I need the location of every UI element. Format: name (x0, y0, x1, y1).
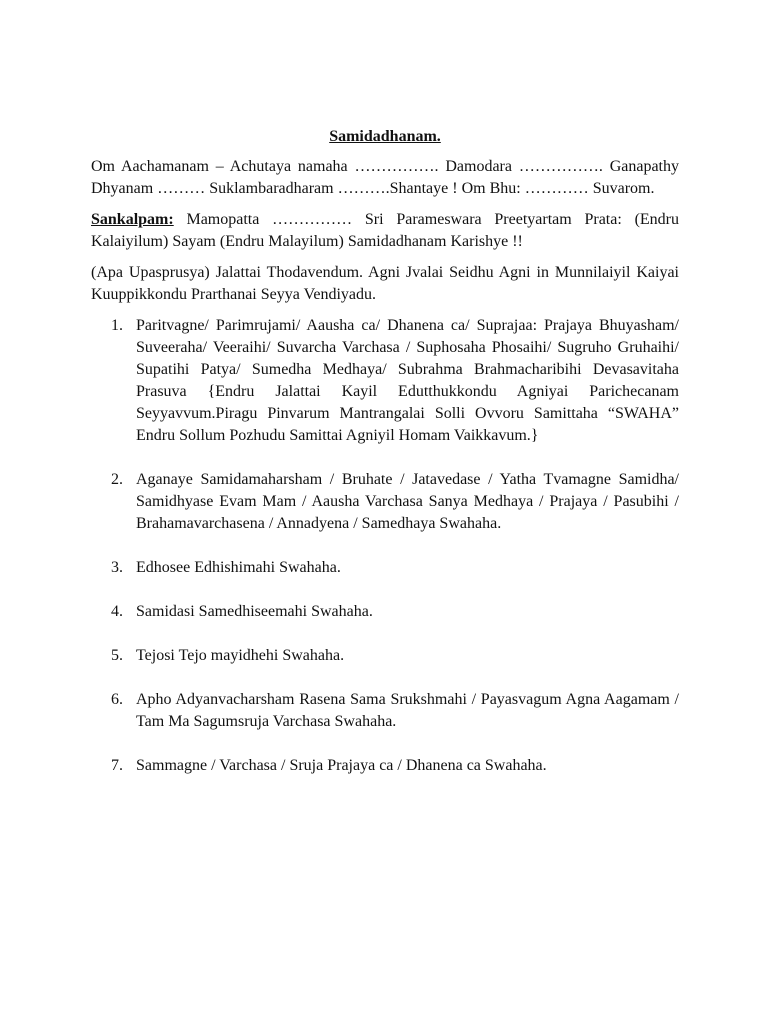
document-title: Samidadhanam. (329, 128, 441, 145)
document-page (91, 126, 679, 799)
list-item (91, 689, 679, 733)
sankalpam-paragraph (91, 209, 679, 253)
list-item-text: Edhosee Edhishimahi Swahaha. (136, 559, 341, 576)
list-item (91, 557, 679, 579)
mantra-list (91, 315, 679, 777)
list-item (91, 315, 679, 447)
sankalpam-label: Sankalpam: (91, 211, 174, 228)
list-item-number: 2. (111, 471, 123, 488)
list-item-text: Samidasi Samedhiseemahi Swahaha. (136, 603, 373, 620)
list-item-number: 7. (111, 757, 123, 774)
opening-paragraph: Om Aachamanam – Achutaya namaha ……………. Damodara ……………. Ganapathy Dhyanam ……… Suklambaradharam ……….Shantaye ! Om Bhu: ………… Suvarom. (91, 158, 679, 197)
list-item-text: Sammagne / Varchasa / Sruja Prajaya ca / Dhanena ca Swahaha. (136, 757, 547, 774)
list-item-text: Tejosi Tejo mayidhehi Swahaha. (136, 647, 345, 664)
list-item (91, 601, 679, 623)
list-item-number: 5. (111, 647, 123, 664)
list-item-text: Apho Adyanvacharsham Rasena Sama Srukshmahi / Payasvagum Agna Aagamam / Tam Ma Sagumsruja Varchasa Swahaha. (136, 691, 679, 730)
list-item-number: 4. (111, 603, 123, 620)
instruction-paragraph: (Apa Upasprusya) Jalattai Thodavendum. Agni Jvalai Seidhu Agni in Munnilaiyil Kaiyai Kuuppikkondu Prarthanai Seyya Vendiyadu. (91, 264, 679, 303)
list-item-number: 1. (111, 317, 123, 334)
list-item-text: Paritvagne/ Parimrujami/ Aausha ca/ Dhanena ca/ Suprajaa: Prajaya Bhuyasham/ Suveeraha/ Veeraihi/ Suvarcha Varchasa / Suphosaha Phosaihi/ Sugruho Gruhaihi/ Supatihi Patya/ Sumedha Medhaya/ Subrahma Brahmacharibihi Devasavitaha Prasuva {Endru Jalattai Kayil Edutthukkondu Agniyai Parichecanam Seyyavvum.Piragu Pinvarum Mantrangalai Solli Ovvoru Samittaha “SWAHA” Endru Sollum Pozhudu Samittai Agniyil Homam Vaikkavum.} (136, 317, 679, 444)
list-item-number: 3. (111, 559, 123, 576)
list-item-number: 6. (111, 691, 123, 708)
sankalpam-text: Mamopatta …………… Sri Parameswara Preetyartam Prata: (Endru Kalaiyilum) Sayam (Endru Malayilum) Samidadhanam Karishye !! (91, 211, 679, 250)
list-item (91, 469, 679, 535)
list-item (91, 645, 679, 667)
list-item (91, 755, 679, 777)
list-item-text: Aganaye Samidamaharsham / Bruhate / Jatavedase / Yatha Tvamagne Samidha/ Samidhyase Evam Mam / Aausha Varchasa Sanya Medhaya / Prajaya / Pasubihi / Brahamavarchasena / Annadyena / Samedhaya Swahaha. (136, 471, 679, 532)
